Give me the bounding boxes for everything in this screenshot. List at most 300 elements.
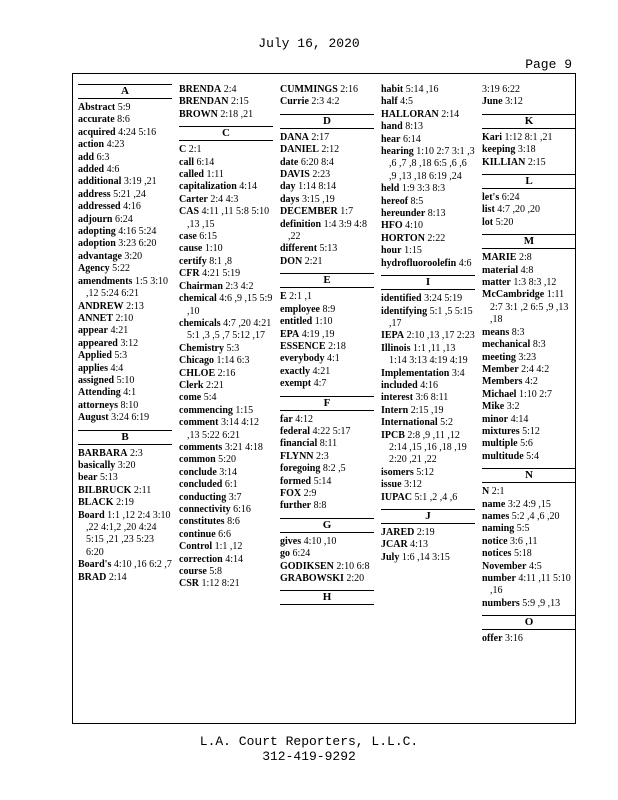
index-entry [482,339,576,351]
index-word: conclude [179,466,217,478]
index-references: 4:10 ,16 6:2 ,7 [113,559,172,571]
index-entry [482,536,576,548]
index-word: hydrofluoroolefin [381,257,457,269]
index-entry [78,510,172,560]
index-word: Abstract [78,102,116,113]
section-letter-heading: M [482,234,576,249]
index-entry [381,196,475,208]
index-section [280,114,374,268]
index-references: 4:21 [312,365,331,377]
index-word: DANIEL [280,144,319,156]
index-entry [482,414,576,426]
index-entry [482,633,576,645]
index-entry [482,277,576,289]
index-word: JARED [381,527,415,538]
index-entry [482,144,576,156]
index-word: identified [381,293,422,305]
index-word: ESSENCE [280,340,326,352]
index-entry [280,96,374,108]
index-word: hearing [381,146,414,158]
index-entry [381,293,475,305]
index-word: adopting [78,226,116,238]
index-word: DAVIS [280,169,310,181]
section-letter-heading: C [179,126,273,141]
index-references: 4:21 5:19 [202,268,241,280]
index-entry [381,552,475,564]
index-references: 8:3 [532,339,546,351]
index-entry [280,84,374,96]
index-entry [482,84,576,96]
index-word: IPCB [381,429,405,441]
index-references: 5:20 [218,454,236,466]
index-entry [179,492,273,504]
section-letter-heading: G [280,518,374,533]
index-references: 4:11 ,11 5:10 ,16 [490,573,571,597]
index-word: N [482,486,490,498]
index-word: half [381,96,398,108]
index-entry [482,327,576,339]
index-references: 5:10 [116,374,135,386]
index-entry [78,214,172,226]
index-word: acquired [78,126,116,138]
index-references: 4:8 [520,264,534,276]
index-references: 2:1 [188,144,202,156]
index-word: action [78,139,105,151]
index-references: 3:24 6:19 [111,412,150,424]
index-references: 2:11 [133,484,152,496]
index-references: 2:3 4:2 [311,96,340,108]
index-word: chemical [179,293,217,305]
index-references: 6:6 [218,528,231,540]
footer-company: L.A. Court Reporters, L.L.C. [199,734,419,749]
index-section [280,518,374,586]
index-word: numbers [482,597,520,609]
index-entry [78,263,172,275]
index-word: BRAD [78,571,107,583]
index-word: exempt [280,378,312,390]
index-entry [482,523,576,535]
index-entry [179,293,273,318]
index-word: hear [381,133,401,145]
index-entry [78,412,172,424]
index-section [78,430,172,584]
index-word: continue [179,528,216,540]
index-references: 6:14 [196,156,215,168]
index-entry [78,485,172,497]
index-word: offer [482,633,503,645]
index-word: go [280,548,290,560]
index-references: 8:8 [313,500,327,512]
index-word: Control [179,541,213,553]
index-references: 2:13 [126,300,144,312]
index-word: notice [482,535,508,547]
index-entry [280,341,374,353]
index-references: 4:2 [525,376,538,388]
index-entry [381,208,475,220]
index-entry [78,325,172,337]
index-references: 3:7 [228,491,242,503]
index-entry [280,414,374,426]
index-references: 4:4 [110,362,124,374]
index-references: 3:20 [117,459,136,471]
index-references: 4:1 [123,387,137,399]
section-letter-heading: B [78,430,172,445]
index-references: 3:20 [124,250,143,262]
index-word: called [179,169,204,181]
index-column-4 [381,84,475,569]
index-word: JCAR [381,539,408,551]
index-references: 3:12 [404,479,422,491]
index-word: different [280,243,318,255]
index-references: 6:3 [96,151,110,163]
index-entry [179,206,273,231]
index-references: 1:10 [314,316,333,328]
index-word: means [482,326,510,338]
index-word: meeting [482,351,516,363]
index-word: DON [280,255,303,267]
index-references: 5:6 [520,438,533,450]
index-word: everybody [280,353,325,365]
index-word: day [280,181,296,193]
index-section [482,174,576,229]
index-word: held [381,183,400,195]
index-word: DECEMBER [280,206,338,218]
index-entry [482,511,576,523]
index-references: 5:2 ,4 ,6 ,20 [511,510,560,522]
index-entry [482,486,576,498]
index-word: GODIKSEN [280,560,334,572]
index-word: come [179,392,202,404]
index-entry [78,102,172,114]
index-entry [280,573,374,585]
index-word: CSR [179,578,200,590]
index-entry [179,405,273,417]
index-entry [381,539,475,551]
index-word: Implementation [381,367,450,379]
index-entry [280,426,374,438]
index-word: financial [280,438,318,450]
index-entry [381,183,475,195]
index-entry [381,527,475,539]
index-entry [381,368,475,380]
index-word: appeared [78,337,118,349]
index-word: keeping [482,144,516,156]
index-references: 5:8 [209,566,223,578]
index-references: 4:11 ,11 5:8 5:10 ,13 ,15 [187,206,270,230]
index-word: IUPAC [381,491,412,503]
index-section [179,84,273,121]
index-references: 3:14 4:12 ,13 5:22 6:21 [187,417,259,441]
index-entry [179,231,273,243]
index-entry [280,291,374,303]
index-entry [78,189,172,201]
index-word: McCambridge [482,289,545,301]
header-date: July 16, 2020 [258,36,360,51]
index-word: Applied [78,350,112,362]
index-entry [280,132,374,144]
index-word: formed [280,475,312,487]
index-word: BILBRUCK [78,484,132,496]
index-word: Currie [280,96,309,108]
index-entry [381,258,475,270]
index-section [280,396,374,513]
index-references: 1:10 2:7 [518,388,552,400]
index-word: name [482,498,506,510]
index-entry [482,451,576,463]
index-references: 2:19 [416,527,435,538]
index-entry [280,366,374,378]
index-word: conducting [179,491,227,503]
index-entry [280,548,374,560]
page-number: Page 9 [525,57,572,72]
index-entry [179,479,273,491]
index-entry [482,289,576,326]
index-references: 3:24 5:19 [424,293,463,305]
index-entry [179,194,273,206]
index-references: 4:7 ,20 ,20 [497,204,541,216]
index-entry [78,448,172,460]
index-entry [280,353,374,365]
index-references: 4:12 [295,413,314,425]
index-references: 1:12 8:21 [201,578,240,590]
index-references: 5:5 [516,523,530,535]
index-section [482,615,576,645]
section-letter-heading: O [482,615,576,630]
index-references: 5:22 [112,263,130,275]
index-references: 5:13 [319,243,338,255]
index-section [280,590,374,605]
index-references: 2:16 [340,84,359,95]
index-word: June [482,96,503,108]
index-section [381,84,475,270]
index-entry [381,380,475,392]
index-word: far [280,413,293,425]
index-entry [482,252,576,264]
index-references: 5:14 ,16 [405,84,439,95]
index-references: 1:7 [340,206,354,218]
section-letter-heading: H [280,590,374,605]
index-word: BLACK [78,497,114,509]
index-word: concluded [179,479,223,491]
index-references: 8:3 [511,326,525,338]
index-entry [78,559,172,571]
index-entry [280,256,374,268]
index-entry [381,220,475,232]
index-references: 4:1 [326,353,340,365]
index-word: case [179,231,197,243]
index-references: 4:14 [510,413,529,425]
index-references: 2:15 [527,156,546,168]
index-entry [78,114,172,126]
index-entry [78,301,172,313]
index-references: 1:10 2:7 3:1 ,3 ,6 ,7 ,8 ,18 6:5 ,6 ,6 ,9 ,13 ,18 6:19 ,24 [389,146,475,182]
index-references: 5:14 [313,475,332,487]
index-word: EPA [280,328,300,340]
index-entry [78,276,172,301]
index-word: identifying [381,305,428,317]
index-entry [179,84,273,96]
index-entry [179,243,273,255]
index-entry [381,492,475,504]
index-word: BRENDAN [179,96,229,108]
index-word: addressed [78,201,121,213]
index-word: Chairman [179,280,223,292]
index-references: 4:14 [239,181,258,193]
index-word: Members [482,376,523,388]
section-letter-heading: K [482,114,576,129]
index-word: material [482,264,519,276]
index-entry [280,561,374,573]
index-references: 4:13 [410,539,428,551]
index-references: 8:10 [120,399,139,411]
index-references: 4:16 5:24 [118,226,157,238]
index-references: 3:4 [451,367,465,379]
index-word: BARBARA [78,447,128,459]
index-references: 3:6 ,11 [510,535,538,547]
index-word: BRENDA [179,84,222,95]
index-word: July [381,551,400,563]
index-references: 4:23 [106,139,125,151]
index-references: 3:19 6:22 [482,84,521,95]
index-references: 4:10 [405,220,423,232]
index-references: 2:3 4:2 [225,280,254,292]
index-references: 1:15 [404,245,422,257]
index-references: 1:9 3:3 8:3 [401,183,446,195]
index-references: 5:1 ,5 5:15 ,17 [389,305,473,329]
index-entry [179,504,273,516]
index-word: appear [78,325,108,337]
index-word: KILLIAN [482,156,526,168]
index-references: 8:13 [427,208,446,220]
index-entry [179,368,273,380]
index-word: CUMMINGS [280,84,338,95]
index-entry [179,578,273,590]
index-entry [78,176,172,188]
index-word: notices [482,548,512,560]
index-references: 2:14 [441,108,460,120]
index-entry [381,233,475,245]
index-word: August [78,412,109,424]
index-entry [78,139,172,151]
index-references: 1:14 6:3 [216,355,250,367]
index-entry [482,598,576,610]
index-entry [179,442,273,454]
index-references: 2:9 [303,487,317,499]
index-word: Carter [179,193,208,205]
index-word: hereof [381,195,409,207]
index-references: 1:6 ,14 3:15 [401,551,450,563]
index-entry [179,343,273,355]
index-word: employee [280,303,320,315]
index-entry [179,541,273,553]
index-references: 4:22 5:17 [312,425,351,437]
index-entry [179,281,273,293]
index-entry [179,181,273,193]
index-section [280,84,374,109]
index-word: foregoing [280,463,321,475]
index-references: 6:14 [402,133,421,145]
index-word: habit [381,84,404,95]
index-word: Kari [482,131,502,143]
index-entry [482,389,576,401]
index-word: Illinois [381,342,411,354]
index-references: 5:18 [513,548,532,560]
index-references: 5:12 [416,466,435,478]
index-entry [482,376,576,388]
index-word: definition [280,218,322,230]
index-references: 4:6 [458,257,472,269]
index-references: 5:2 [440,417,453,429]
index-word: FLYNN [280,450,314,462]
index-entry [482,352,576,364]
index-references: 5:3 [226,342,240,354]
index-references: 2:18 [328,340,346,352]
index-entry [482,204,576,216]
index-entry [78,572,172,584]
index-entry [280,206,374,218]
index-entry [78,472,172,484]
index-references: 8:9 [322,303,336,315]
index-word: exactly [280,365,310,377]
index-references: 2:17 [311,131,330,143]
index-entry [280,194,374,206]
index-entry [482,217,576,229]
index-references: 2:10 ,13 ,17 2:23 [406,330,475,342]
index-references: 3:23 6:20 [118,238,157,250]
index-references: 1:10 [204,243,223,255]
index-entry [482,132,576,144]
index-references: 2:15 [230,96,249,108]
index-references: 8:6 [227,516,240,528]
index-references: 2:1 [491,486,505,498]
index-entry [381,306,475,331]
index-word: applies [78,362,109,374]
index-entry [280,219,374,244]
index-references: 5:4 [526,450,539,462]
index-section [78,84,172,425]
index-word: Attending [78,387,121,399]
index-entry [78,350,172,362]
index-references: 3:6 8:11 [415,392,449,404]
index-references: 4:19 ,19 [301,328,335,340]
index-word: certify [179,255,207,267]
index-word: CHLOE [179,367,216,379]
index-references: 4:10 ,10 [303,535,337,547]
index-entry [381,109,475,121]
index-references: 2:4 4:2 [521,363,550,375]
index-entry [179,318,273,343]
index-entry [280,304,374,316]
index-word: Intern [381,404,409,416]
index-word: Member [482,363,519,375]
index-word: IEPA [381,330,405,342]
section-letter-heading: N [482,468,576,483]
index-word: mixtures [482,425,520,437]
index-references: 2:1 ,1 [289,291,312,303]
index-entry [179,144,273,156]
index-word: comment [179,417,219,429]
index-references: 5:1 ,2 ,4 ,6 [414,491,458,503]
index-references: 2:22 [427,232,446,244]
index-references: 4:6 ,9 ,15 5:9 ,10 [187,293,273,317]
index-entry [381,84,475,96]
index-entry [381,146,475,183]
index-entry [280,243,374,255]
index-entry [482,548,576,560]
index-references: 2:21 [205,379,224,391]
index-entry [381,343,475,368]
index-references: 2:15 ,19 [410,404,444,416]
